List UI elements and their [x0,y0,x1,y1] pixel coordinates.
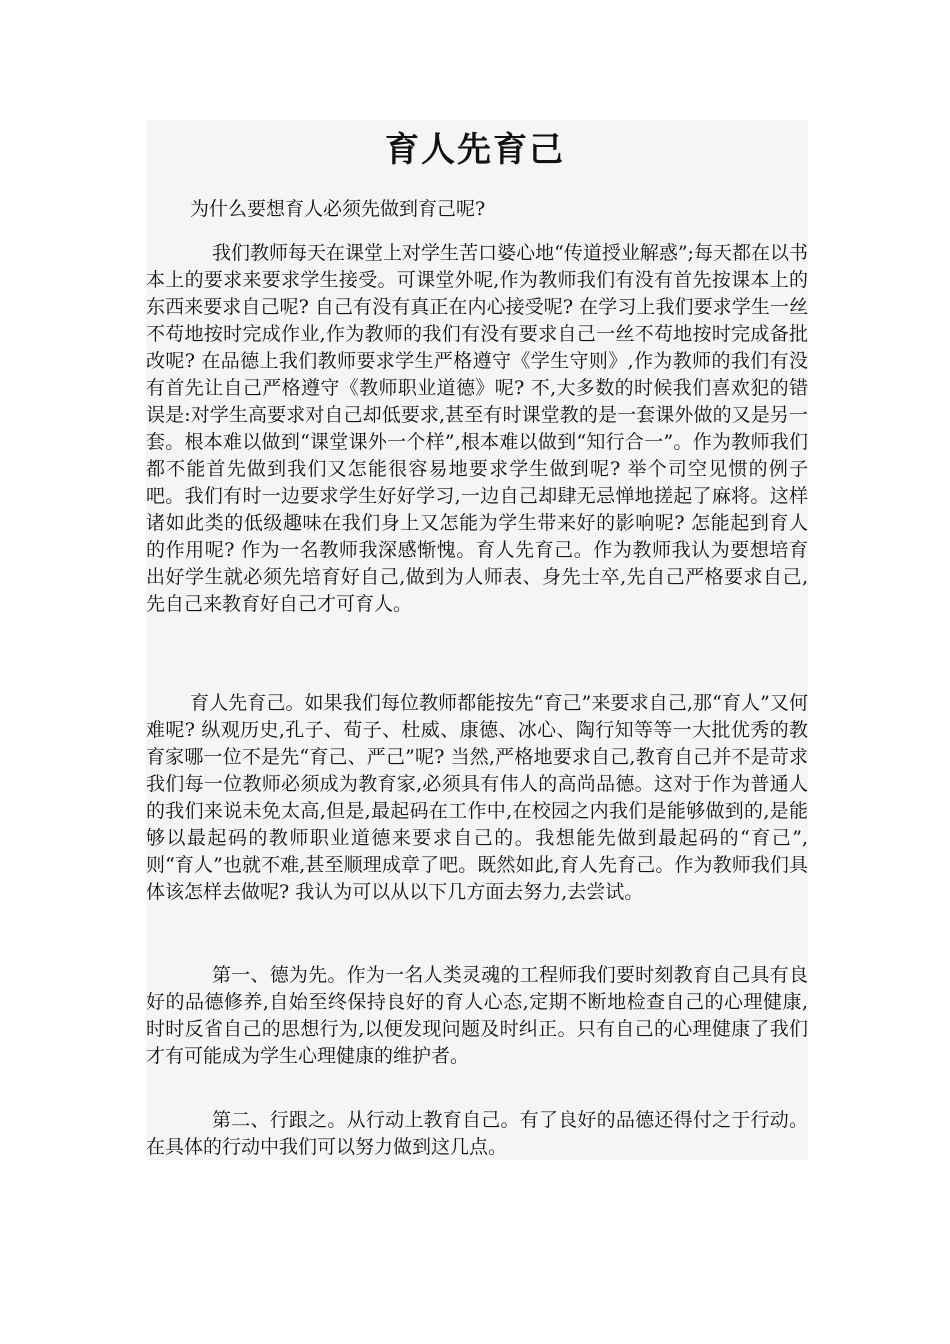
document-title: 育人先育己 [385,130,565,170]
body-paragraph-3: 第一、德为先。作为一名人类灵魂的工程师我们要时刻教育自己具有良好的品德修养,自始至终保持良好的育人心态,定期不断地检查自己的心理健康,时时反省自己的思想行为,以便发现问题及时纠正。只有自己的心理健康了我们才有可能成为学生心理健康的维护者。 [146,964,808,1067]
body-paragraph-2: 育人先育己。如果我们每位教师都能按先“育己”来要求自己,那“育人”又何难呢? 纵观历史,孔子、荀子、杜威、康德、冰心、陶行知等等一大批优秀的教育家哪一位不是先“育己、严己”呢? 当然,严格地要求自己,教育自己并不是苛求我们每一位教师必须成为教育家,必须具有伟人的高尚品德。这对于作为普通人的我们来说未免太高,但是,最起码在工作中,在校园之内我们是能够做到的,是能够以最起码的教师职业道德来要求自己的。我想能先做到最起码的“育己”,则“育人”也就不难,甚至顺理成章了吧。既然如此,育人先育己。作为教师我们具体该怎样去做呢? 我认为可以从以下几方面去努力,去尝试。 [146,692,808,903]
body-paragraph-4: 第二、行跟之。从行动上教育自己。有了良好的品德还得付之于行动。在具体的行动中我们可以努力做到这几点。 [146,1109,808,1158]
body-paragraph-1: 我们教师每天在课堂上对学生苦口婆心地“传道授业解惑”;每天都在以书本上的要求来要求学生接受。可课堂外呢,作为教师我们有没有首先按课本上的东西来要求自己呢? 自己有没有真正在内心接受呢? 在学习上我们要求学生一丝不苟地按时完成作业,作为教师的我们有没有要求自己一丝不苟地按时完成备批改呢? 在品德上我们教师要求学生严格遵守《学生守则》,作为教师的我们有没有首先让自己严格遵守《教师职业道德》呢? 不,大多数的时候我们喜欢犯的错误是:对学生高要求对自己却低要求,甚至有时课堂教的是一套课外做的又是另一套。根本难以做到“课堂课外一个样”,根本难以做到“知行合一”。作为教师我们都不能首先做到我们又怎能很容易地要求学生做到呢? 举个司空见惯的例子吧。我们有时一边要求学生好好学习,一边自己却肆无忌惮地搓起了麻将。这样诸如此类的低级趣味在我们身上又怎能为学生带来好的影响呢? 怎能起到育人的作用呢? 作为一名教师我深感惭愧。育人先育己。作为教师我认为要想培育出好学生就必须先培育好自己,做到为人师表、身先士卒,先自己严格要求自己,先自己来教育好自己才可育人。 [146,242,808,615]
question-paragraph: 为什么要想育人必须先做到育己呢? [190,198,486,220]
